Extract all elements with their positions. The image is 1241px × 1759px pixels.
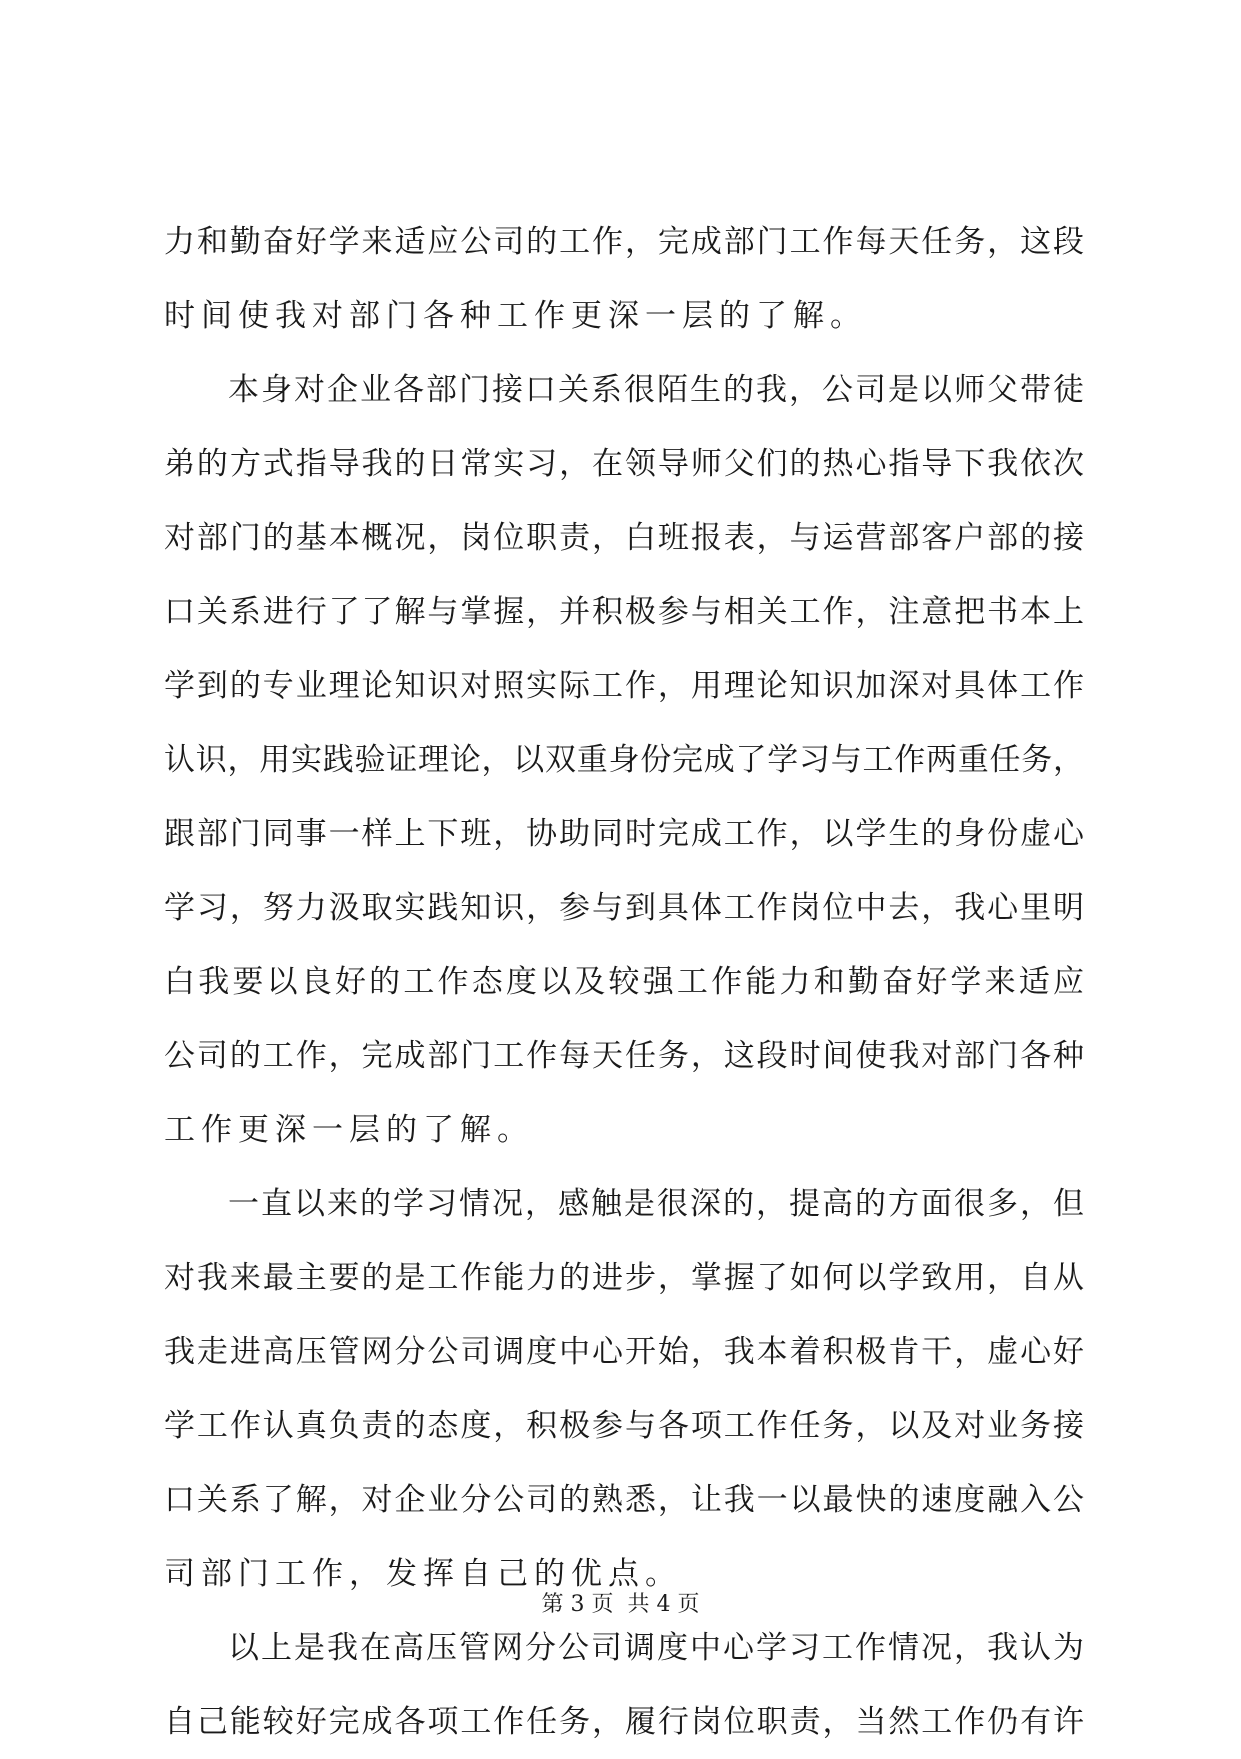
- text-line: 以上是我在高压管网分公司调度中心学习工作情况，我认为: [228, 1630, 1084, 1666]
- page-footer: [0, 1590, 1241, 1620]
- text-line: 学到的专业理论知识对照实际工作，用理论知识加深对具体工作: [164, 668, 1084, 704]
- page-number: 第 3 页: [541, 1592, 614, 1617]
- text-line: 时间使我对部门各种工作更深一层的了解。: [164, 298, 867, 334]
- text-line: 弟的方式指导我的日常实习，在领导师父们的热心指导下我依次: [164, 446, 1084, 482]
- document-body: [164, 205, 1084, 1759]
- text-line: 学工作认真负责的态度，积极参与各项工作任务，以及对业务接: [164, 1408, 1084, 1444]
- text-line: 自己能较好完成各项工作任务，履行岗位职责，当然工作仍有许: [164, 1704, 1084, 1740]
- page-total: 共 4 页: [627, 1592, 700, 1617]
- text-line: 认识，用实践验证理论，以双重身份完成了学习与工作两重任务，: [164, 742, 1084, 778]
- text-line: 司部门工作，发挥自己的优点。: [164, 1556, 682, 1592]
- text-line: 学习，努力汲取实践知识，参与到具体工作岗位中去，我心里明: [164, 890, 1084, 926]
- text-line: 白我要以良好的工作态度以及较强工作能力和勤奋好学来适应: [164, 964, 1084, 1000]
- text-line: 一直以来的学习情况，感触是很深的，提高的方面很多，但: [228, 1186, 1084, 1222]
- text-line: 口关系进行了了解与掌握，并积极参与相关工作，注意把书本上: [164, 594, 1084, 630]
- text-line: 本身对企业各部门接口关系很陌生的我，公司是以师父带徒: [228, 372, 1084, 408]
- text-line: 对我来最主要的是工作能力的进步，掌握了如何以学致用，自从: [164, 1260, 1084, 1296]
- text-line: 跟部门同事一样上下班，协助同时完成工作，以学生的身份虚心: [164, 816, 1084, 852]
- text-line: 公司的工作，完成部门工作每天任务，这段时间使我对部门各种: [164, 1038, 1084, 1074]
- text-line: 工作更深一层的了解。: [164, 1112, 534, 1148]
- text-line: 对部门的基本概况，岗位职责，白班报表，与运营部客户部的接: [164, 520, 1084, 556]
- text-line: 口关系了解，对企业分公司的熟悉，让我一以最快的速度融入公: [164, 1482, 1084, 1518]
- text-line: 我走进高压管网分公司调度中心开始，我本着积极肯干，虚心好: [164, 1334, 1084, 1370]
- text-line: 力和勤奋好学来适应公司的工作，完成部门工作每天任务，这段: [164, 224, 1084, 260]
